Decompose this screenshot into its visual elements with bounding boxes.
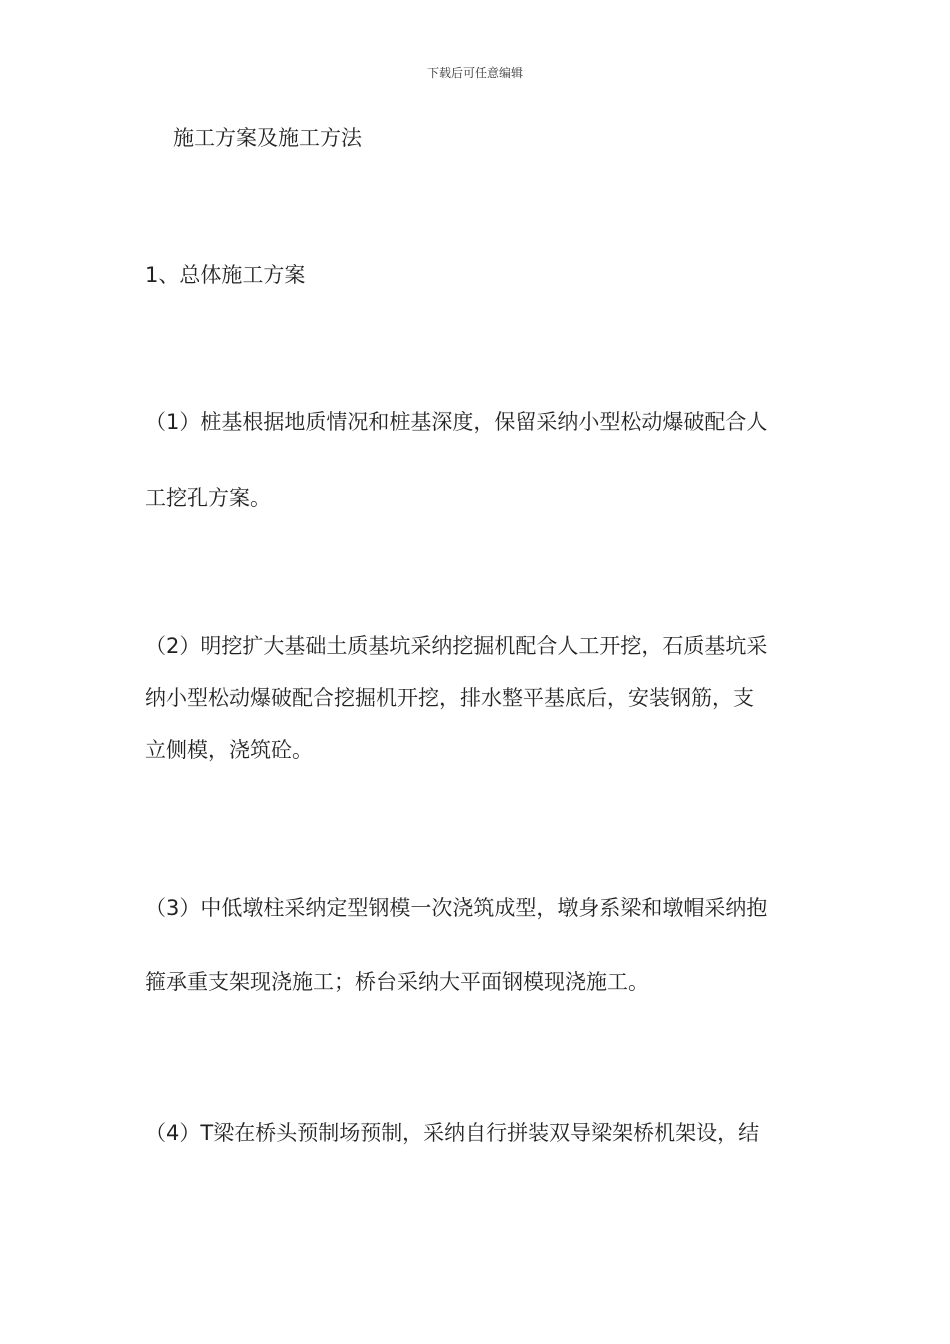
paragraph-1: [145, 410, 810, 510]
paragraph-line: （4）T梁在桥头预制场预制，采纳自行拼装双导梁架桥机架设，结: [145, 1121, 760, 1145]
paragraph-2: [145, 634, 810, 762]
paragraph-line: 工挖孔方案。: [145, 486, 271, 510]
paragraph-line: （1）桩基根据地质情况和桩基深度，保留采纳小型松动爆破配合人: [145, 410, 768, 434]
paragraph-3: [145, 896, 810, 994]
paragraph-line: 立侧模，浇筑砼。: [145, 738, 313, 762]
paragraph-4: [145, 1121, 810, 1145]
paragraph-line: 纳小型松动爆破配合挖掘机开挖，排水整平基底后，安装钢筋，支: [145, 686, 754, 710]
section-heading: 1、总体施工方案: [145, 263, 306, 287]
paragraph-line: 箍承重支架现浇施工；桥台采纳大平面钢模现浇施工。: [145, 970, 649, 994]
document-title: 施工方案及施工方法: [173, 126, 362, 150]
paragraph-line: （3）中低墩柱采纳定型钢模一次浇筑成型，墩身系梁和墩帽采纳抱: [145, 896, 768, 920]
paragraph-line: （2）明挖扩大基础土质基坑采纳挖掘机配合人工开挖，石质基坑采: [145, 634, 768, 658]
page-header-note: 下载后可任意编辑: [426, 66, 523, 80]
